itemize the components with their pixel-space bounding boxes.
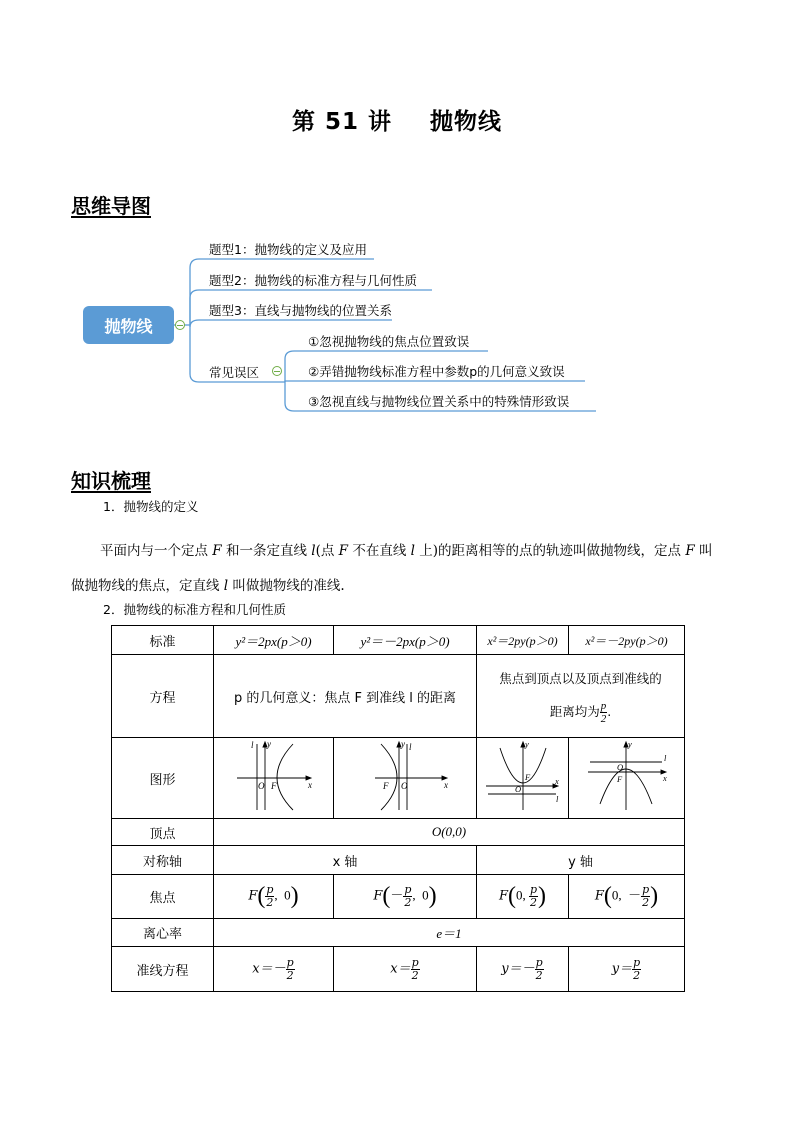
eq-down: x²＝－2py(p＞0) [569, 626, 685, 655]
graph-label-x: x [554, 776, 559, 786]
graph-label-f: F [524, 772, 530, 782]
graph-right-opening [215, 738, 333, 814]
definition-line-1 [100, 539, 712, 559]
math-variable: F [338, 543, 349, 559]
mind-map-mistake-1: ①忽视抛物线的焦点位置致误 [308, 334, 470, 349]
minus-sign: － [628, 887, 642, 903]
definition-line-2 [71, 574, 345, 594]
directrix-eq: x＝ [390, 960, 411, 976]
directrix-right [214, 947, 334, 992]
lecture-number: 第 51 讲 [291, 109, 393, 135]
text-run: 上)的距离相等的点的轨迹叫做抛物线，定点 [414, 543, 686, 559]
frac-den: 2 [530, 896, 537, 909]
graph-label-y: y [401, 739, 405, 749]
graph-label-l: l [663, 753, 666, 763]
row-label-directrix: 准线方程 [112, 947, 214, 992]
focus-down: F(0, － $\frac{p}{2}$ ) [569, 875, 685, 919]
frac-num: p [404, 883, 412, 896]
graph-label-o: O [401, 781, 408, 791]
table-row [112, 947, 685, 992]
text-run: 叫做抛物线的准线. [228, 578, 345, 594]
math-variable: F [685, 543, 695, 559]
frac-den: 2 [633, 968, 641, 982]
properties-heading: 2．抛物线的标准方程和几何性质 [103, 602, 286, 617]
lecture-topic: 抛物线 [430, 109, 503, 135]
mind-map-mistake-2: ②弄错抛物线标准方程中参数p的几何意义致误 [308, 364, 565, 379]
frac-num: p [642, 883, 650, 896]
focus-zero: 0 [422, 887, 429, 903]
graph-left-opening [335, 738, 475, 814]
focus-zero: 0 [284, 887, 291, 903]
focus-letter: F [248, 888, 258, 904]
collapse-toggle-root[interactable] [175, 320, 185, 330]
mind-map-mistake-3: ③忽视直线与抛物线位置关系中的特殊情形致误 [308, 394, 570, 409]
graph-down-opening [570, 738, 684, 814]
graph-label-y: y [524, 739, 529, 749]
frac-num: p [286, 955, 294, 969]
distance-note: 焦点到顶点以及顶点到准线的 距离均为 $\frac{p}{2}$ . [477, 655, 685, 738]
table-row [112, 819, 685, 846]
graph-cell-right [214, 738, 334, 819]
table-row [112, 738, 685, 819]
directrix-eq: x＝－ [252, 960, 286, 976]
frac-num: p [411, 955, 419, 969]
focus-letter: F [498, 888, 508, 904]
mind-map-topic-3: 题型3：直线与抛物线的位置关系 [209, 303, 392, 318]
axis-y-value: y 轴 [477, 846, 685, 875]
vertex-value: O(0,0) [214, 819, 685, 846]
distance-note-line-2: 距离均为 [549, 703, 600, 719]
parabola-properties-table [111, 625, 685, 992]
collapse-toggle-mistakes[interactable] [272, 366, 282, 376]
graph-up-opening [478, 738, 568, 814]
mind-map [0, 0, 794, 440]
row-label-vertex: 顶点 [112, 819, 214, 846]
table-row [112, 626, 685, 655]
frac-den: 2 [600, 712, 607, 725]
axis-x-value: x 轴 [214, 846, 477, 875]
math-variable: l [311, 543, 316, 559]
graph-cell-down [569, 738, 685, 819]
row-label-eccentricity: 离心率 [112, 919, 214, 947]
table-row [112, 875, 685, 919]
graph-cell-left [334, 738, 477, 819]
row-label-standard: 标准 [112, 626, 214, 655]
graph-label-o: O [616, 762, 623, 772]
text-run: 做抛物线的焦点，定直线 [71, 578, 224, 594]
frac-den: 2 [535, 968, 543, 982]
frac-num: p [600, 699, 607, 712]
graph-label-y: y [266, 739, 271, 749]
eq-left: y²＝－2px(p＞0) [334, 626, 477, 655]
frac-den: 2 [411, 968, 419, 982]
definition-heading: 1．抛物线的定义 [103, 499, 199, 514]
table-row [112, 919, 685, 947]
graph-label-f: F [270, 781, 276, 791]
graph-label-y: y [627, 739, 632, 749]
focus-zero: 0 [611, 887, 619, 903]
section-heading-mind-map: 思维导图 [71, 194, 151, 218]
graph-label-f: F [383, 781, 389, 791]
math-variable: l [223, 578, 229, 594]
graph-label-l: l [555, 794, 558, 804]
text-run: 和一条定直线 [221, 543, 312, 559]
math-variable: F [212, 543, 222, 559]
graph-label-x: x [444, 780, 448, 790]
table-row [112, 655, 685, 738]
text-run: 不在直线 [348, 543, 411, 559]
focus-right: F( $\frac{p}{2}$ , 0) [214, 875, 334, 919]
eq-up: x²＝2py(p＞0) [477, 626, 569, 655]
directrix-left [334, 947, 477, 992]
eq-right: y²＝2px(p＞0) [214, 626, 334, 655]
frac-den: 2 [404, 896, 412, 909]
frac-num: p [529, 883, 538, 896]
eccentricity-value: e＝1 [214, 919, 685, 947]
graph-label-f: F [616, 774, 622, 784]
mind-map-root: 抛物线 [83, 306, 174, 344]
frac-num: p [633, 955, 641, 969]
frac-num: p [535, 955, 543, 969]
graph-label-l: l [250, 740, 254, 750]
mind-map-mistakes-label: 常见误区 [209, 365, 260, 380]
frac-num: p [266, 883, 274, 896]
frac-den: 2 [642, 896, 650, 909]
graph-label-o: O [514, 784, 521, 794]
graph-label-x: x [662, 773, 667, 783]
p-meaning: p 的几何意义：焦点 F 到准线 l 的距离 [214, 655, 477, 738]
directrix-eq: y＝ [611, 960, 633, 976]
focus-left: F(－ $\frac{p}{2}$ , 0) [334, 875, 477, 919]
focus-up: F(0, $\frac{p}{2}$ ) [477, 875, 569, 919]
row-label-figure: 图形 [112, 738, 214, 819]
focus-letter: F [373, 888, 383, 904]
math-variable: l [410, 543, 415, 559]
directrix-up [477, 947, 569, 992]
text-run: 平面内与一个定点 [100, 543, 213, 559]
directrix-eq: y＝－ [501, 960, 535, 976]
mind-map-topic-1: 题型1：抛物线的定义及应用 [209, 242, 367, 257]
graph-cell-up [477, 738, 569, 819]
graph-label-l: l [409, 742, 412, 752]
distance-note-line-1: 焦点到顶点以及顶点到准线的 [499, 670, 662, 686]
table-row [112, 846, 685, 875]
mind-map-topic-2: 题型2：抛物线的标准方程与几何性质 [209, 273, 417, 288]
row-label-axis: 对称轴 [112, 846, 214, 875]
text-run: 叫 [694, 543, 713, 559]
directrix-down [569, 947, 685, 992]
graph-label-x: x [307, 780, 312, 790]
focus-letter: F [594, 888, 604, 904]
row-label-equation: 方程 [112, 655, 214, 738]
frac-den: 2 [286, 968, 294, 982]
minus-sign: － [390, 887, 404, 903]
focus-zero: 0 [515, 887, 523, 903]
section-heading-knowledge: 知识梳理 [71, 469, 151, 493]
text-run: (点 [315, 543, 339, 559]
graph-label-o: O [257, 781, 264, 791]
frac-den: 2 [266, 896, 274, 909]
row-label-focus: 焦点 [112, 875, 214, 919]
